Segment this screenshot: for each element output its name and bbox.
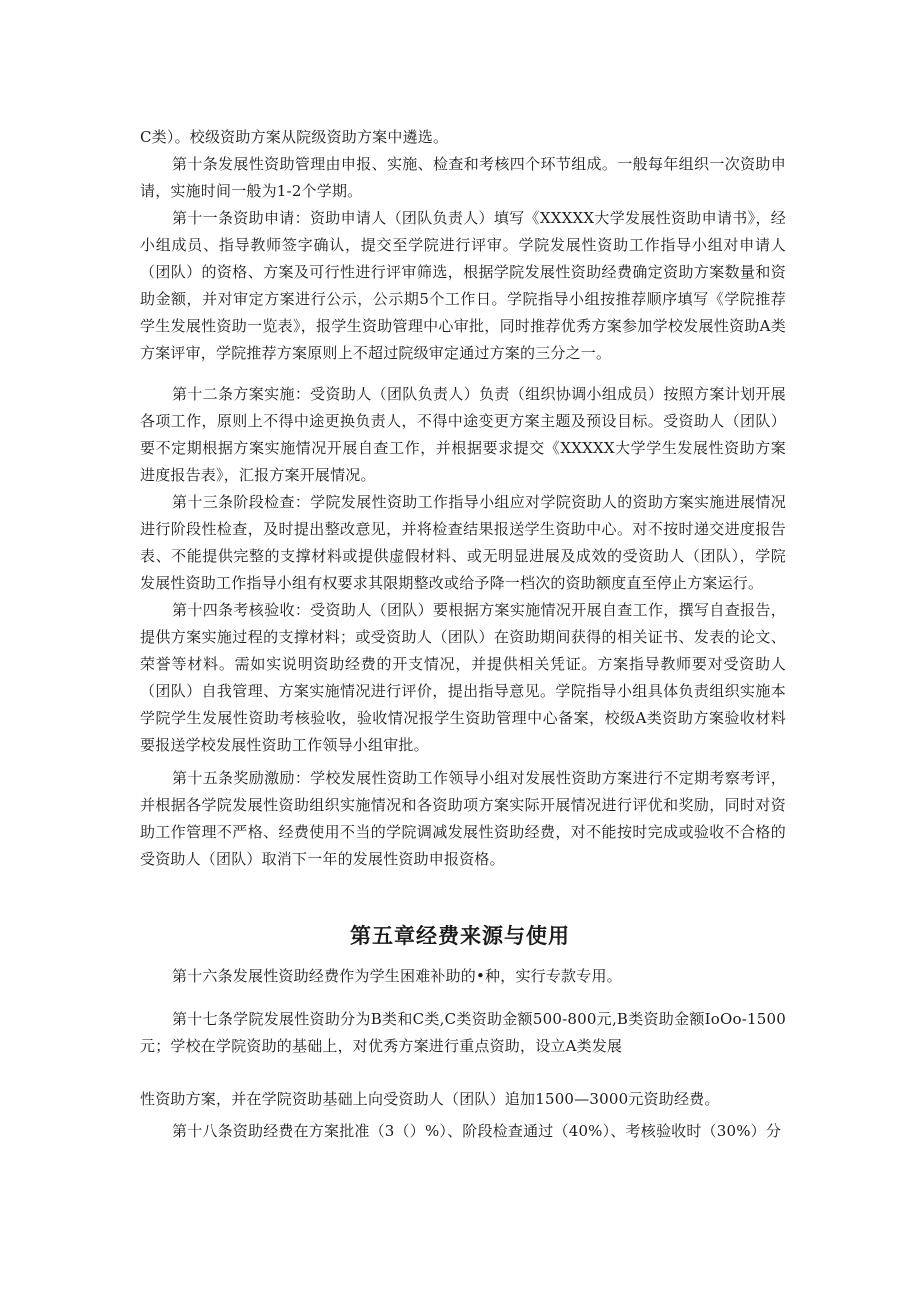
- article-15: 第十五条奖励激励：学校发展性资助工作领导小组对发展性资助方案进行不定期考察考评，并根据各学院发展性资助组织实施情况和各资助项方案实际开展情况进行评优和奖励，同时对资助工作管理不严格、经费使用不当的学院调减发展性资助经费，对不能按时完成或验收不合格的受资助人（团队）取消下一年的发展性资助申报资格。: [140, 769, 786, 868]
- article-17-continuation: 性资助方案，并在学院资助基础上向受资助人（团队）追加1500—3000元资助经费。: [140, 1090, 720, 1108]
- paragraph-continuation: C类）。校级资助方案从院级资助方案中遴选。: [140, 128, 449, 146]
- article-16: 第十六条发展性资助经费作为学生困难补助的•种，实行专款专用。: [172, 967, 622, 985]
- chapter-title: 第五章经费来源与使用: [350, 924, 570, 948]
- article-10: 第十条发展性资助管理由申报、实施、检查和考核四个环节组成。一般每年组织一次资助申请，实施时间一般为1-2个学期。: [140, 155, 786, 200]
- article-12: 第十二条方案实施：受资助人（团队负责人）负责（组织协调小组成员）按照方案计划开展各项工作，原则上不得中途更换负责人，不得中途变更方案主题及预设目标。受资助人（团队）要不定期根据方案实施情况开展自查工作，并根据要求提交《XXXXX大学学生发展性资助方案进度报告表》，汇报方案开展情况。: [140, 385, 786, 484]
- article-14: 第十四条考核验收：受资助人（团队）要根据方案实施情况开展自查工作，撰写自查报告，提供方案实施过程的支撑材料；或受资助人（团队）在资助期间获得的相关证书、发表的论文、荣誉等材料。需如实说明资助经费的开支情况，并提供相关凭证。方案指导教师要对受资助人（团队）自我管理、方案实施情况进行评价，提出指导意见。学院指导小组具体负责组织实施本学院学生发展性资助考核验收，验收情况报学生资助管理中心备案，校级A类资助方案验收材料要报送学校发展性资助工作领导小组审批。: [140, 601, 786, 754]
- article-13: 第十三条阶段检查：学院发展性资助工作指导小组应对学院资助人的资助方案实施进展情况进行阶段性检查，及时提出整改意见，并将检查结果报送学生资助中心。对不按时递交进度报告表、不能提供完整的支撑材料或提供虚假材料、或无明显进展及成效的受资助人（团队），学院发展性资助工作指导小组有权要求其限期整改或给予降一档次的资助额度直至停止方案运行。: [140, 493, 786, 592]
- article-17: 第十七条学院发展性资助分为B类和C类,C类资助金额500-800元,B类资助金额IoOo-1500元；学校在学院资助的基础上，对优秀方案进行重点资助，设立A类发展: [140, 1010, 786, 1055]
- article-11: 第十一条资助申请：资助申请人（团队负责人）填写《XXXXX大学发展性资助申请书》，经小组成员、指导教师签字确认，提交至学院进行评审。学院发展性资助工作指导小组对申请人（团队）的资格、方案及可行性进行评审筛选，根据学院发展性资助经费确定资助方案数量和资助金额，并对审定方案进行公示，公示期5个工作日。学院指导小组按推荐顺序填写《学院推荐学生发展性资助一览表》，报学生资助管理中心审批，同时推荐优秀方案参加学校发展性资助A类方案评审，学院推荐方案原则上不超过院级审定通过方案的三分之一。: [140, 209, 786, 362]
- article-18: 第十八条资助经费在方案批准（3（）%）、阶段检查通过（40%）、考核验收时（30%）分: [172, 1122, 782, 1140]
